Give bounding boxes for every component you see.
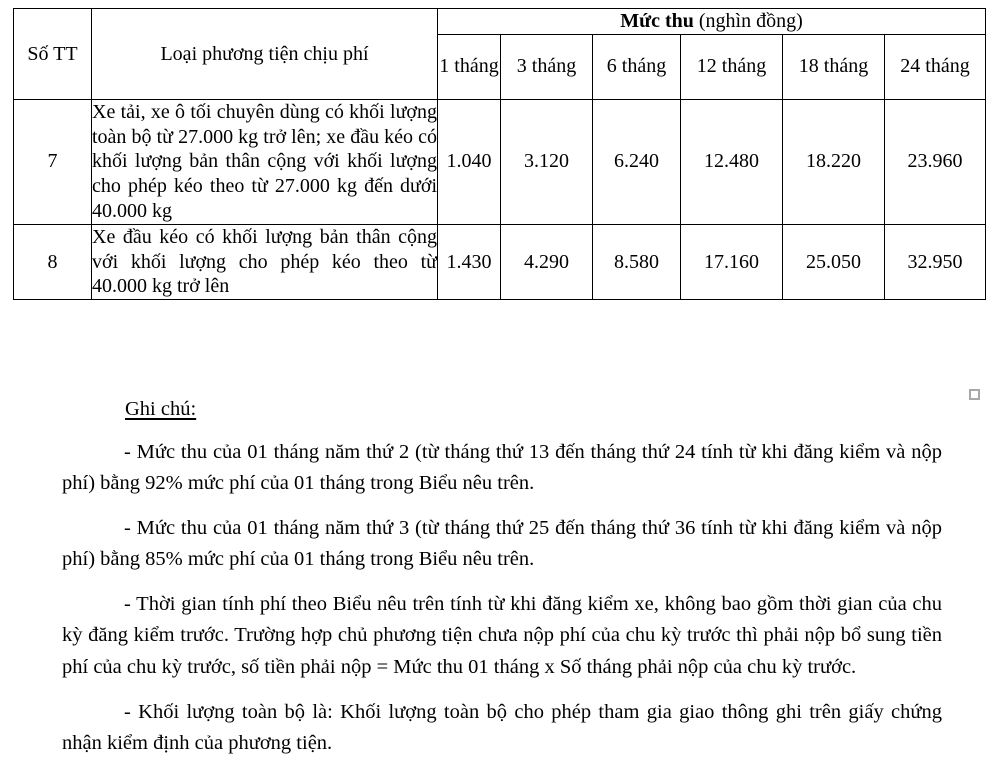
row-fee-6-thang: 8.580 xyxy=(593,224,681,299)
note-item: - Khối lượng toàn bộ là: Khối lượng toàn bộ cho phép tham gia giao thông ghi trên giấy chứng nhận kiểm định của phương tiện. xyxy=(62,700,942,754)
table-row xyxy=(14,224,986,299)
row-fee-12-thang: 12.480 xyxy=(681,99,783,224)
header-period-18-thang: 18 tháng xyxy=(783,34,885,99)
fee-schedule-table xyxy=(13,8,986,300)
selection-handle-marker[interactable] xyxy=(969,389,980,400)
row-fee-24-thang: 32.950 xyxy=(885,224,986,299)
header-fee-group-unit: (nghìn đồng) xyxy=(698,10,803,32)
header-fee-group xyxy=(438,9,986,35)
header-period-1-thang: 1 tháng xyxy=(438,34,501,99)
note-item: - Thời gian tính phí theo Biểu nêu trên tính từ khi đăng kiểm xe, không bao gồm thời gian của chu kỳ đăng kiểm trước. Trường hợp chủ phương tiện chưa nộp phí của chu kỳ trước thì phải nộp bổ sung tiền phí của chu kỳ trước, số tiền phải nộp = Mức thu 01 tháng x Số tháng phải nộp của chu kỳ trước. xyxy=(62,593,942,678)
row-fee-3-thang: 4.290 xyxy=(501,224,593,299)
notes-section xyxy=(62,396,942,759)
row-description: Xe tải, xe ô tối chuyên dùng có khối lượng toàn bộ từ 27.000 kg trở lên; xe đầu kéo có khối lượng bản thân cộng với khối lượng cho phép kéo theo từ 27.000 kg đến dưới 40.000 kg xyxy=(92,99,438,224)
row-fee-18-thang: 25.050 xyxy=(783,224,885,299)
row-fee-3-thang: 3.120 xyxy=(501,99,593,224)
table-row xyxy=(14,99,986,224)
row-fee-6-thang: 6.240 xyxy=(593,99,681,224)
header-fee-group-label: Mức thu xyxy=(620,10,694,32)
row-fee-1-thang: 1.040 xyxy=(438,99,501,224)
row-fee-24-thang: 23.960 xyxy=(885,99,986,224)
header-period-3-thang: 3 tháng xyxy=(501,34,593,99)
row-fee-1-thang: 1.430 xyxy=(438,224,501,299)
header-period-24-thang: 24 tháng xyxy=(885,34,986,99)
header-vehicle-type: Loại phương tiện chịu phí xyxy=(92,9,438,100)
table-header-row-group xyxy=(14,9,986,35)
header-period-6-thang: 6 tháng xyxy=(593,34,681,99)
row-fee-12-thang: 17.160 xyxy=(681,224,783,299)
row-stt: 7 xyxy=(14,99,92,224)
notes-title: Ghi chú: xyxy=(125,398,197,420)
note-item: - Mức thu của 01 tháng năm thứ 3 (từ tháng thứ 25 đến tháng thứ 36 tính từ khi đăng kiểm và nộp phí) bằng 85% mức phí của 01 tháng trong Biểu nêu trên. xyxy=(62,516,942,571)
row-description: Xe đầu kéo có khối lượng bản thân cộng với khối lượng cho phép kéo theo từ 40.000 kg trở lên xyxy=(92,224,438,299)
row-stt: 8 xyxy=(14,224,92,299)
note-item: - Mức thu của 01 tháng năm thứ 2 (từ tháng thứ 13 đến tháng thứ 24 tính từ khi đăng kiểm và nộp phí) bằng 92% mức phí của 01 tháng trong Biểu nêu trên. xyxy=(62,440,942,494)
header-period-12-thang: 12 tháng xyxy=(681,34,783,99)
header-stt: Số TT xyxy=(14,9,92,100)
row-fee-18-thang: 18.220 xyxy=(783,99,885,224)
